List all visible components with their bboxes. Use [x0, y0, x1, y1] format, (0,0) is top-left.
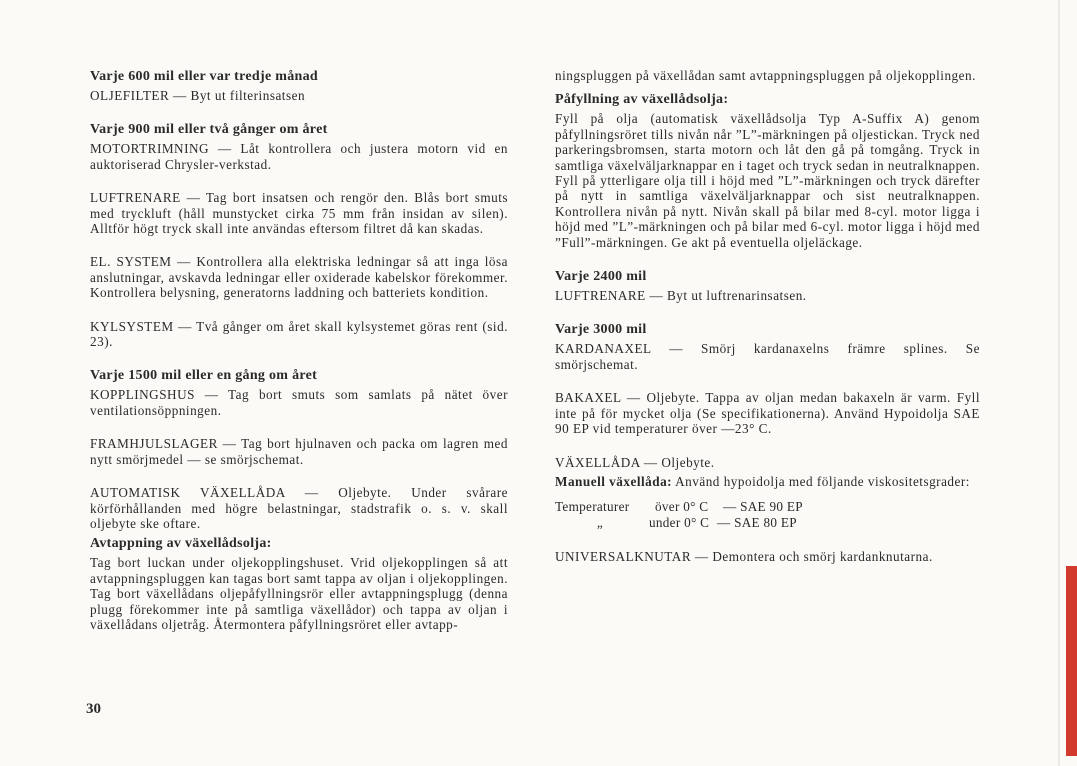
section-text: LUFTRENARE — Tag bort insatsen och rengör den. Blås bort smuts med tryckluft (håll munstycket cirka 75 mm från insidan av silen). Alltför högt tryck skall inte användas eftersom filtret då kan skadas.: [90, 190, 508, 237]
section-heading: Varje 3000 mil: [555, 322, 647, 338]
section-text: KYLSYSTEM — Två gånger om året skall kylsystemet göras rent (sid. 23).: [90, 318, 508, 350]
section-vaxellada: [555, 455, 980, 470]
page-number: 30: [86, 701, 101, 717]
section-heading: Varje 1500 mil eller en gång om året: [90, 368, 318, 384]
section-text: KARDANAXEL — Smörj kardanaxelns främre splines. Se smörjschemat.: [555, 341, 980, 372]
section-avtappning: [90, 535, 508, 632]
section-text: VÄXELLÅDA — Oljebyte.: [555, 454, 715, 470]
section-text: KOPPLINGSHUS — Tag bort smuts som samlats på nätet över ventilationsöppningen.: [90, 387, 508, 418]
section-1500: [90, 367, 508, 418]
page-edge: [1058, 0, 1060, 766]
section-universalknutar: [555, 549, 980, 564]
manual-gearbox-label: Manuell växellåda:: [555, 473, 673, 489]
section-3000: [555, 321, 980, 372]
section-text: BAKAXEL — Oljebyte. Tappa av oljan medan bakaxeln är varm. Fyll inte på för mycket olja (Se specifikationerna). Använd Hypoidolja SAE 90 EP vid temperaturer över —23° C.: [555, 390, 980, 437]
section-continuation: [555, 68, 980, 83]
temperature-row: [555, 499, 980, 515]
temperature-table: [555, 499, 980, 531]
section-framhjulslager: [90, 436, 508, 467]
section-bakaxel: [555, 390, 980, 436]
temperature-value: — SAE 80 EP: [717, 515, 797, 531]
manual-gearbox-text: Manuell växellåda: Använd hypoidolja med följande viskositetsgrader:: [555, 473, 970, 489]
section-2400: [555, 268, 980, 303]
section-heading: Avtappning av växellådsolja:: [90, 536, 272, 552]
section-kylsystem: [90, 319, 508, 350]
section-600: [90, 68, 508, 103]
section-heading: Varje 600 mil eller var tredje månad: [90, 69, 319, 84]
section-text: AUTOMATISK VÄXELLÅDA — Oljebyte. Under svårare körförhållanden med högre belastningar, stadstrafik o. s. v. skall oljebyte ske oftare.: [90, 485, 508, 531]
temperature-relation: över 0° C: [655, 499, 709, 515]
right-column: [555, 68, 980, 583]
section-900: [90, 121, 508, 172]
section-automatisk-vaxellada: [90, 485, 508, 531]
red-index-tab: [1066, 566, 1077, 756]
section-luftrenare: [90, 190, 508, 236]
temperature-relation: under 0° C: [649, 515, 710, 531]
section-text: FRAMHJULSLAGER — Tag bort hjulnaven och packa om lagren med nytt smörjmedel — se smörjschemat.: [90, 436, 508, 467]
temperature-label: „: [596, 515, 604, 531]
section-text: Tag bort luckan under oljekopplingshuset. Vrid oljekopplingen så att avtappningspluggen kan tagas bort samt tappa av oljan i oljekopplingen. Tag bort växellådans oljepåfyllningsrör eller avtappningsplugg (denna plugg förekommer inte på samtliga växellådor) och tappa av oljan i växellådans oljetråg. Återmontera påfyllningsröret eller avtapp-: [90, 555, 508, 632]
section-text: EL. SYSTEM — Kontrollera alla elektriska ledningar så att inga lösa anslutningar, avskavda ledningar eller oxiderade kabelskor förekommer. Kontrollera belysning, generatorns laddning och batteriets kondition.: [90, 254, 508, 301]
section-heading: Varje 900 mil eller två gånger om året: [90, 122, 328, 138]
section-text: UNIVERSALKNUTAR — Demontera och smörj kardanknutarna.: [555, 549, 933, 565]
section-text: Fyll på olja (automatisk växellådsolja Typ A-Suffix A) genom påfyllningsröret tills nivån når ”L”-märkningen på oljestickan. Tryck ned parkeringsbromsen, starta motorn och låt den gå på tomgång. Tryck in samtliga växelväljarknappar en i taget och tryck sedan in neutralknappen. Fyll på ytterligare olja till i höjd med ”L”-märkningen och tryck därefter på nytt in samtliga växelväljarknappar och sist neutralknappen. Kontrollera nivån på nytt. Nivån skall på bilar med 8-cyl. motor ligga i höjd med ”L”-märkningen och på bilar med 6-cyl. motor ligga i höjd med ”Full”-märkningen. Ge akt på eventuella oljeläckage.: [555, 111, 980, 250]
section-text: MOTORTRIMNING — Låt kontrollera och justera motorn vid en auktoriserad Chrysler-verkstad.: [90, 141, 508, 172]
section-text: OLJEFILTER — Byt ut filterinsatsen: [90, 88, 306, 103]
left-column: [90, 68, 508, 650]
temperature-row: [555, 515, 980, 531]
section-text: LUFTRENARE — Byt ut luftrenarinsatsen.: [555, 288, 807, 304]
section-heading: Varje 2400 mil: [555, 269, 647, 285]
temperature-label: Temperaturer: [555, 499, 630, 515]
section-pafyllning: [555, 91, 980, 250]
section-heading: Påfyllning av växellådsolja:: [555, 92, 729, 108]
section-el-system: [90, 254, 508, 300]
section-text: ningspluggen på växellådan samt avtappningspluggen på oljekopplingen.: [555, 68, 976, 83]
temperature-value: — SAE 90 EP: [723, 499, 803, 515]
